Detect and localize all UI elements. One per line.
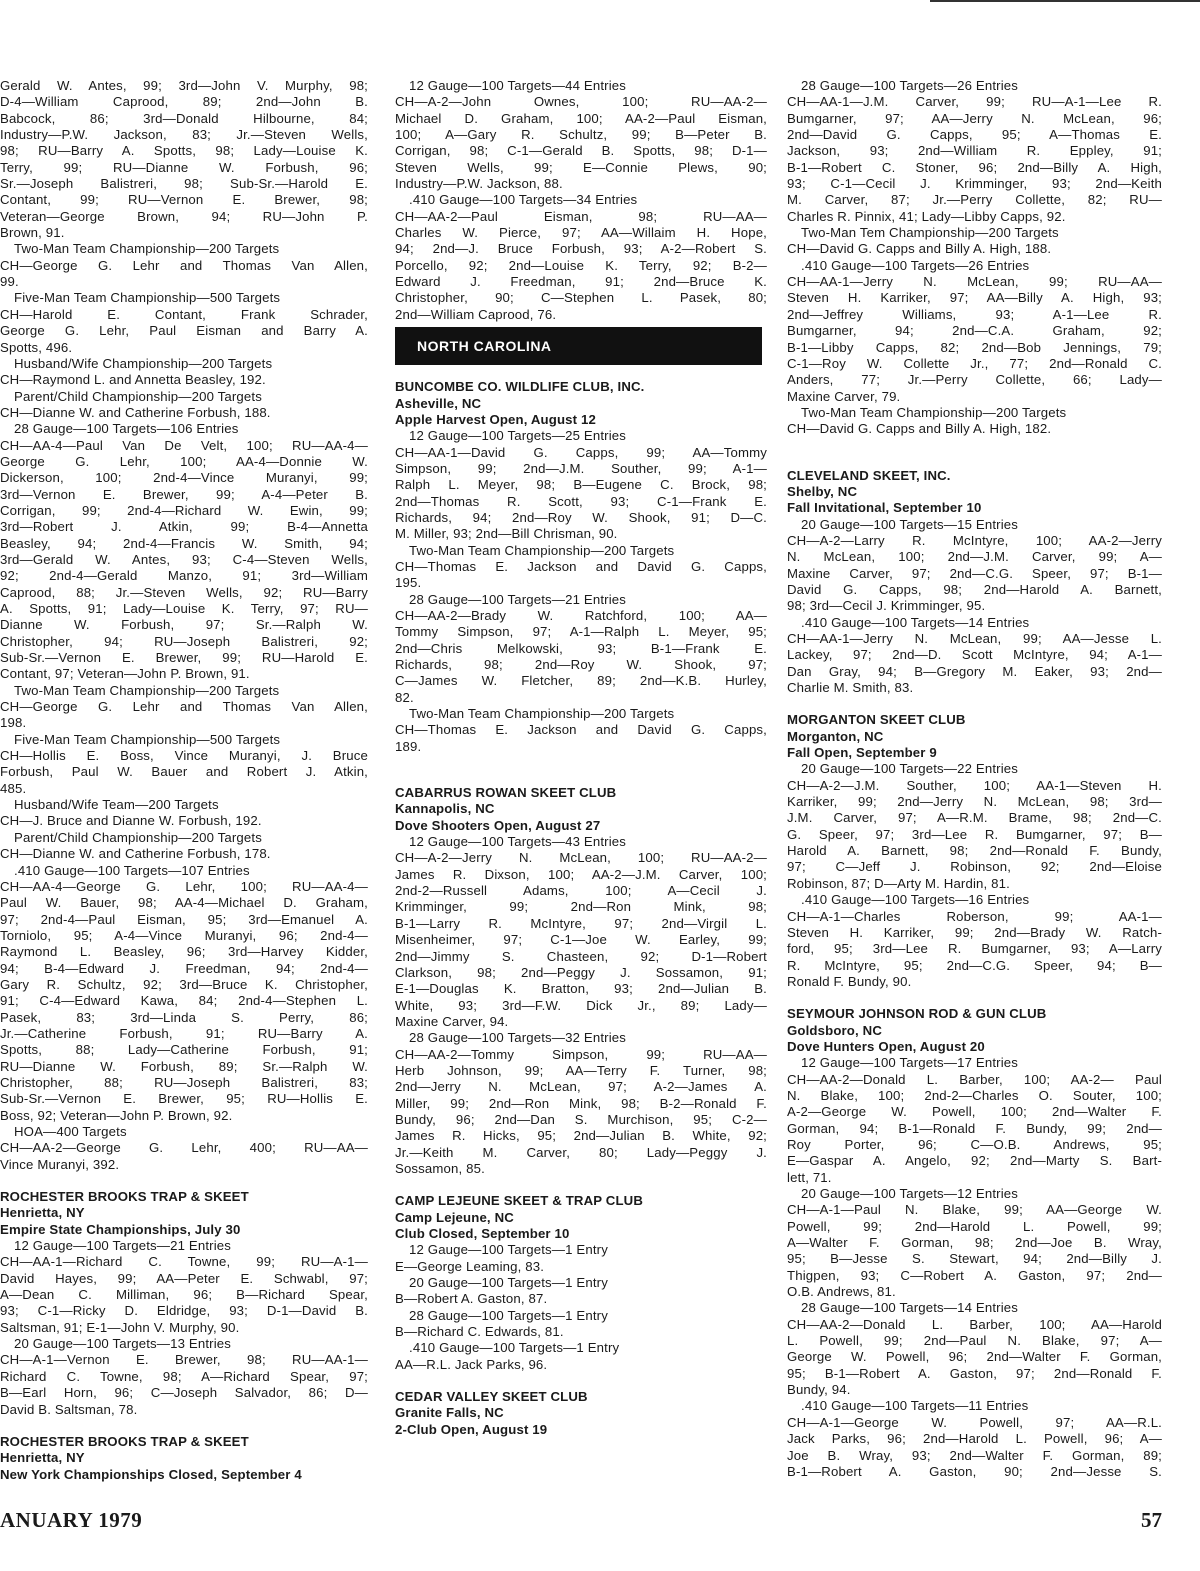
event-heading-line: Two-Man Team Championship—200 Targets — [409, 706, 675, 722]
column-2 — [395, 78, 767, 1508]
result-text-line: B—Robert A. Gaston, 87. — [395, 1291, 548, 1307]
event-heading-line: HOA—400 Targets — [14, 1124, 127, 1139]
result-text-line: E-1—Douglas K. Bratton, 93; 2nd—Julian B. — [395, 981, 767, 997]
result-text-line: David B. Saltsman, 78. — [0, 1401, 138, 1417]
result-text-line: CH—A-2—J.M. Souther, 100; AA-1—Steven H. — [787, 777, 1162, 793]
spacer — [395, 1373, 767, 1389]
event-heading-line: .410 Gauge—100 Targets—34 Entries — [409, 192, 638, 208]
result-text-line: Pasek, 83; 3rd—Linda S. Perry, 86; — [0, 1009, 368, 1025]
result-text-line: Raymond L. Beasley, 96; 3rd—Harvey Kidder, — [0, 944, 368, 960]
club-heading-line: New York Championships Closed, September 4 — [0, 1466, 302, 1482]
result-text-line: Charles R. Pinnix, 41; Lady—Libby Capps, 92. — [787, 208, 1066, 224]
result-text-line: CH—AA-1—Jerry N. McLean, 99; AA—Jesse L. — [787, 631, 1162, 646]
result-text-line: Terry, 99; RU—Dianne W. Forbush, 96; — [0, 159, 368, 175]
result-text-line: Maxine Carver, 94. — [395, 1013, 509, 1029]
result-text-line: Spotts, 88; Lady—Catherine Forbush, 91; — [0, 1042, 368, 1058]
result-text-line: CH—AA-1—Richard C. Towne, 99; RU—A-1— — [0, 1254, 368, 1270]
result-text-line: CH—AA-2—Tommy Simpson, 99; RU—AA— — [395, 1046, 767, 1062]
result-text-line: Christopher, 94; RU—Joseph Balistreri, 92; — [0, 633, 368, 649]
spacer — [787, 696, 1162, 712]
club-heading-line: Empire State Championships, July 30 — [0, 1221, 241, 1237]
club-heading-line: Club Closed, September 10 — [395, 1226, 570, 1241]
result-text-line: CH—AA-2—George G. Lehr, 400; RU—AA— — [0, 1140, 368, 1156]
result-text-line: 3rd—Vernon E. Brewer, 99; A-4—Peter B. — [0, 486, 368, 502]
result-text-line: Harold A. Barnett, 98; 2nd—Ronald F. Bundy, — [787, 843, 1162, 859]
issue-date: ANUARY 1979 — [0, 1508, 143, 1532]
event-heading-line: 28 Gauge—100 Targets—32 Entries — [409, 1030, 627, 1046]
event-heading-line: 20 Gauge—100 Targets—1 Entry — [409, 1275, 608, 1291]
club-heading-line: CEDAR VALLEY SKEET CLUB — [395, 1389, 588, 1405]
result-text-line: Gerald W. Antes, 99; 3rd—John V. Murphy, 98; — [0, 78, 368, 93]
result-text-line: M. Carver, 87; Jr.—Perry Collette, 82; RU— — [787, 192, 1162, 208]
result-text-line: Torniolo, 95; A-4—Vince Muranyi, 96; 2nd-4— — [0, 927, 368, 943]
result-text-line: CH—A-1—Paul N. Blake, 99; AA—George W. — [787, 1202, 1162, 1218]
result-text-line: AA—R.L. Jack Parks, 96. — [395, 1356, 548, 1372]
result-text-line: 97; C—Jeff J. Robinson, 92; 2nd—Eloise — [787, 859, 1162, 875]
event-heading-line: 12 Gauge—100 Targets—1 Entry — [409, 1242, 608, 1258]
result-text-line: Corrigan, 99; 2nd-4—Richard W. Ewin, 99; — [0, 502, 368, 518]
result-text-line: CH—David G. Capps and Billy A. High, 182. — [787, 421, 1052, 437]
result-text-line: Maxine Carver, 97; 2nd—C.G. Speer, 97; B-1— — [787, 565, 1162, 581]
result-text-line: ford, 95; 3rd—Lee R. Bumgarner, 93; A—Larry — [787, 941, 1162, 957]
result-text-line: Ronald F. Bundy, 90. — [787, 973, 912, 989]
result-text-line: Jackson, 93; 2nd—William R. Eppley, 91; — [787, 143, 1162, 159]
result-text-line: Richards, 98; 2nd—Roy W. Shook, 97; — [395, 657, 767, 672]
result-text-line: B-1—Larry R. McIntyre, 97; 2nd—Virgil L. — [395, 915, 767, 931]
result-text-line: 189. — [395, 738, 422, 754]
result-text-line: David Hayes, 99; AA—Peter E. Schwabl, 97; — [0, 1270, 368, 1286]
event-heading-line: .410 Gauge—100 Targets—14 Entries — [801, 614, 1030, 630]
result-text-line: Sub-Sr.—Vernon E. Brewer, 95; RU—Hollis E. — [0, 1091, 368, 1107]
result-text-line: CH—A-2—John Ownes, 100; RU—AA-2— — [395, 94, 767, 110]
event-heading-line: Parent/Child Championship—200 Targets — [14, 388, 262, 404]
club-heading-line: Camp Lejeune, NC — [395, 1209, 514, 1225]
event-heading-line: 28 Gauge—100 Targets—106 Entries — [14, 421, 239, 437]
result-text-line: J.M. Carver, 97; A—R.M. Brame, 98; 2nd—C. — [787, 810, 1162, 826]
event-heading-line: 12 Gauge—100 Targets—44 Entries — [409, 78, 627, 93]
club-heading-line: CLEVELAND SKEET, INC. — [787, 467, 951, 483]
result-text-line: Corrigan, 98; C-1—Gerald B. Spotts, 98; D-1— — [395, 143, 767, 159]
column-1 — [0, 78, 368, 1508]
result-text-line: lett, 71. — [787, 1169, 832, 1185]
result-text-line: Forbush, Paul W. Bauer and Robert J. Atkin, — [0, 764, 368, 780]
club-heading-line: Fall Invitational, September 10 — [787, 500, 982, 516]
result-text-line: Babcock, 86; 3rd—Donald Hilbourne, 84; — [0, 110, 368, 126]
column-3 — [787, 78, 1162, 1508]
result-text-line: E—George Leaming, 83. — [395, 1258, 545, 1274]
result-text-line: Bumgarner, 97; AA—Jerry N. McLean, 96; — [787, 110, 1162, 126]
result-text-line: CH—AA-4—George G. Lehr, 100; RU—AA-4— — [0, 878, 368, 894]
result-text-line: Bumgarner, 94; 2nd—C.A. Graham, 92; — [787, 323, 1162, 339]
club-heading-line: Asheville, NC — [395, 395, 482, 411]
result-text-line: 94; B-4—Edward J. Freedman, 94; 2nd-4— — [0, 960, 368, 976]
event-heading-line: 20 Gauge—100 Targets—13 Entries — [14, 1336, 232, 1352]
result-text-line: G. Speer, 97; 3rd—Lee R. Bumgarner, 97; B— — [787, 826, 1162, 842]
result-text-line: A—Walter F. Gorman, 98; 2nd—Joe B. Wray, — [787, 1235, 1162, 1251]
result-text-line: 2nd—Thomas R. Scott, 93; C-1—Frank E. — [395, 493, 767, 509]
result-text-line: CH—Dianne W. and Catherine Forbush, 178. — [0, 846, 271, 862]
result-text-line: Michael D. Graham, 100; AA-2—Paul Eisman, — [395, 110, 767, 126]
club-heading-line: Dove Shooters Open, August 27 — [395, 817, 601, 833]
spacer — [395, 755, 767, 785]
event-heading-line: 20 Gauge—100 Targets—15 Entries — [801, 516, 1019, 532]
result-text-line: Paul W. Bauer, 98; AA-4—Michael D. Graham, — [0, 895, 368, 911]
result-text-line: Sr.—Joseph Balistreri, 98; Sub-Sr.—Harold E. — [0, 176, 368, 192]
event-heading-line: .410 Gauge—100 Targets—26 Entries — [801, 257, 1030, 273]
result-text-line: CH—AA-2—Donald L. Barber, 100; AA—Harold — [787, 1316, 1162, 1332]
result-text-line: Contant, 97; Veteran—John P. Brown, 91. — [0, 666, 250, 682]
event-heading-line: Five-Man Team Championship—500 Targets — [14, 731, 281, 747]
result-text-line: 2nd—Jimmy S. Chasteen, 92; D-1—Robert — [395, 948, 767, 964]
result-text-line: 3rd—Gerald W. Antes, 93; C-4—Steven Wells, — [0, 551, 368, 567]
club-heading-line: Shelby, NC — [787, 483, 858, 499]
event-heading-line: 20 Gauge—100 Targets—22 Entries — [801, 761, 1019, 777]
result-text-line: CH—Dianne W. and Catherine Forbush, 188. — [0, 404, 271, 420]
result-text-line: George G. Lehr, Paul Eisman and Barry A. — [0, 323, 368, 339]
result-text-line: B-1—Robert C. Stoner, 96; 2nd—Billy A. High, — [787, 159, 1162, 175]
result-text-line: CH—George G. Lehr and Thomas Van Allen, — [0, 257, 368, 273]
result-text-line: Robinson, 87; D—Arty M. Hardin, 81. — [787, 875, 1010, 891]
result-text-line: Steven H. Karriker, 99; 2nd—Brady W. Ratch- — [787, 924, 1162, 940]
result-text-line: Industry—P.W. Jackson, 88. — [395, 176, 563, 192]
event-heading-line: 28 Gauge—100 Targets—21 Entries — [409, 591, 627, 607]
spacer — [787, 438, 1162, 468]
event-heading-line: Husband/Wife Team—200 Targets — [14, 797, 219, 813]
result-text-line: David G. Capps, 98; 2nd—Harold A. Barnett, — [787, 581, 1162, 597]
result-text-line: R. McIntyre, 95; 2nd—C.G. Speer, 94; B— — [787, 957, 1162, 973]
result-text-line: CH—AA-2—Paul Eisman, 98; RU—AA— — [395, 208, 767, 224]
result-text-line: 93; C-1—Cecil J. Krimminger, 93; 2nd—Keith — [787, 176, 1162, 192]
event-heading-line: .410 Gauge—100 Targets—107 Entries — [14, 862, 250, 878]
club-heading-line: Apple Harvest Open, August 12 — [395, 411, 596, 427]
result-text-line: James R. Dixson, 100; AA-2—J.M. Carver, 100; — [395, 866, 767, 882]
result-text-line: Jr.—Catherine Forbush, 91; RU—Barry A. — [0, 1025, 368, 1041]
state-banner: NORTH CAROLINA — [395, 327, 762, 365]
result-text-line: Christopher, 90; C—Stephen L. Pasek, 80; — [395, 290, 767, 306]
result-text-line: CH—A-2—Jerry N. McLean, 100; RU—AA-2— — [395, 850, 767, 866]
result-text-line: Christopher, 88; RU—Joseph Balistreri, 83; — [0, 1074, 368, 1090]
result-text-line: 95; B—Jesse S. Stewart, 94; 2nd—Billy J. — [787, 1251, 1162, 1267]
top-rule — [930, 0, 1200, 2]
result-text-line: CH—AA-2—Donald L. Barber, 100; AA-2— Paul — [787, 1071, 1162, 1087]
event-heading-line: Two-Man Team Championship—200 Targets — [409, 542, 675, 558]
result-text-line: 98; 3rd—Cecil J. Krimminger, 95. — [787, 598, 986, 614]
result-text-line: CH—A-2—Larry R. McIntyre, 100; AA-2—Jerry — [787, 532, 1162, 548]
event-heading-line: 12 Gauge—100 Targets—17 Entries — [801, 1055, 1019, 1071]
result-text-line: B-1—Libby Capps, 82; 2nd—Bob Jennings, 79; — [787, 339, 1162, 355]
result-text-line: Porcello, 92; 2nd—Louise K. Terry, 92; B-2— — [395, 257, 767, 273]
result-text-line: 2nd—William Caprood, 76. — [395, 306, 557, 322]
result-text-line: 2nd—Jeffrey Williams, 93; A-1—Lee R. — [787, 306, 1162, 322]
result-text-line: George G. Lehr, 100; AA-4—Donnie W. — [0, 453, 368, 469]
event-heading-line: .410 Gauge—100 Targets—16 Entries — [801, 892, 1030, 908]
result-text-line: 82. — [395, 689, 414, 705]
club-heading-line: ROCHESTER BROOKS TRAP & SKEET — [0, 1189, 249, 1205]
result-text-line: CH—Thomas E. Jackson and David G. Capps, — [395, 558, 767, 574]
event-heading-line: 12 Gauge—100 Targets—43 Entries — [409, 834, 627, 850]
result-text-line: Veteran—George Brown, 94; RU—John P. — [0, 208, 368, 224]
result-text-line: M. Miller, 93; 2nd—Bill Chrisman, 90. — [395, 526, 618, 542]
result-text-line: CH—AA-4—Paul Van De Velt, 100; RU—AA-4— — [0, 437, 368, 453]
result-text-line: D-4—William Caprood, 89; 2nd—John B. — [0, 94, 368, 110]
result-text-line: 2nd—Jerry N. McLean, 97; A-2—James A. — [395, 1079, 767, 1095]
result-text-line: B—Earl Horn, 96; C—Joseph Salvador, 86; D— — [0, 1385, 368, 1401]
result-text-line: CH—Hollis E. Boss, Vince Muranyi, J. Bruce — [0, 748, 368, 764]
result-text-line: 92; 2nd-4—Gerald Manzo, 91; 3rd—William — [0, 568, 368, 584]
club-heading-line: ROCHESTER BROOKS TRAP & SKEET — [0, 1433, 249, 1449]
club-heading-line: Goldsboro, NC — [787, 1022, 882, 1038]
event-heading-line: .410 Gauge—100 Targets—1 Entry — [409, 1340, 620, 1356]
result-text-line: CH—AA-2—Brady W. Ratchford, 100; AA— — [395, 607, 767, 623]
result-text-line: James R. Hicks, 95; 2nd—Julian B. White, 92; — [395, 1128, 767, 1144]
result-text-line: Lackey, 97; 2nd—D. Scott McIntyre, 94; A-1— — [787, 647, 1162, 663]
result-text-line: 2nd—Chris Melkowski, 93; B-1—Frank E. — [395, 640, 767, 656]
club-heading-line: Morganton, NC — [787, 728, 884, 744]
result-text-line: A—Dean C. Milliman, 96; B—Richard Spear, — [0, 1287, 368, 1303]
result-text-line: 98; RU—Barry A. Spotts, 98; Lady—Louise K. — [0, 143, 368, 159]
result-text-line: A. Spotts, 91; Lady—Louise K. Terry, 97; RU— — [0, 601, 368, 616]
result-text-line: RU—Dianne W. Forbush, 89; Sr.—Ralph W. — [0, 1058, 368, 1074]
result-text-line: Krimminger, 99; 2nd—Ron Mink, 98; — [395, 899, 767, 915]
result-text-line: E—Gaspar A. Angelo, 92; 2nd—Marty S. Bart- — [787, 1153, 1162, 1169]
result-text-line: Sub-Sr.—Vernon E. Brewer, 99; RU—Harold E. — [0, 650, 368, 666]
event-heading-line: .410 Gauge—100 Targets—11 Entries — [801, 1398, 1029, 1414]
result-text-line: C—James W. Fletcher, 89; 2nd—K.B. Hurley, — [395, 673, 767, 689]
club-heading-line: SEYMOUR JOHNSON ROD & GUN CLUB — [787, 1006, 1047, 1022]
result-text-line: George W. Powell, 96; 2nd—Walter F. Gorman, — [787, 1349, 1162, 1365]
event-heading-line: 28 Gauge—100 Targets—1 Entry — [409, 1307, 608, 1323]
result-text-line: Bundy, 96; 2nd—Dan S. Murchison, 95; C-2— — [395, 1111, 767, 1127]
result-text-line: C-1—Roy W. Collette Jr., 77; 2nd—Ronald C. — [787, 355, 1162, 371]
result-text-line: B-1—Robert A. Gaston, 90; 2nd—Jesse S. — [787, 1463, 1162, 1479]
result-text-line: Misenheimer, 97; C-1—Joe W. Earley, 99; — [395, 932, 767, 948]
result-text-line: N. McLean, 100; 2nd—J.M. Carver, 99; A— — [787, 549, 1162, 565]
result-text-line: 100; A—Gary R. Schultz, 99; B—Peter B. — [395, 127, 767, 143]
result-text-line: Clarkson, 98; 2nd—Peggy J. Sossamon, 91; — [395, 964, 767, 980]
result-text-line: 2nd—David G. Capps, 95; A—Thomas E. — [787, 127, 1162, 143]
result-text-line: 99. — [0, 274, 19, 290]
event-heading-line: 20 Gauge—100 Targets—12 Entries — [801, 1186, 1019, 1201]
result-text-line: CH—A-1—George W. Powell, 97; AA—R.L. — [787, 1414, 1162, 1430]
result-text-line: Powell, 99; 2nd—Harold L. Powell, 99; — [787, 1218, 1162, 1234]
result-text-line: O.B. Andrews, 81. — [787, 1284, 896, 1300]
result-text-line: 93; C-1—Ricky D. Eldridge, 93; D-1—David B. — [0, 1303, 368, 1319]
result-text-line: Spotts, 496. — [0, 339, 73, 355]
result-text-line: Miller, 99; 2nd—Ron Mink, 98; B-2—Ronald F. — [395, 1095, 767, 1111]
result-text-line: Charlie M. Smith, 83. — [787, 680, 914, 696]
result-text-line: CH—David G. Capps and Billy A. High, 188. — [787, 241, 1052, 257]
result-text-line: CH—J. Bruce and Dianne W. Forbush, 192. — [0, 813, 262, 829]
result-text-line: 3rd—Robert J. Atkin, 99; B-4—Annetta — [0, 519, 368, 535]
event-heading-line: Two-Man Tem Championship—200 Targets — [801, 225, 1059, 241]
club-heading-line: Henrietta, NY — [0, 1450, 85, 1466]
result-text-line: CH—A-1—Vernon E. Brewer, 98; RU—AA-1— — [0, 1352, 368, 1368]
club-heading-line: CABARRUS ROWAN SKEET CLUB — [395, 785, 617, 801]
event-heading-line: Husband/Wife Championship—200 Targets — [14, 355, 273, 371]
spacer — [787, 990, 1162, 1006]
result-text-line: Charles W. Pierce, 97; AA—Willaim H. Hope, — [395, 225, 767, 241]
result-text-line: Richard C. Towne, 98; A—Richard Spear, 97; — [0, 1368, 368, 1384]
result-text-line: N. Blake, 100; 2nd-2—Charles O. Souter, 100; — [787, 1087, 1162, 1103]
result-text-line: Dan Gray, 94; B—Gregory M. Eaker, 93; 2nd— — [787, 663, 1162, 679]
result-text-line: Thigpen, 93; C—Robert A. Gaston, 97; 2nd— — [787, 1267, 1162, 1283]
club-heading-line: Henrietta, NY — [0, 1205, 85, 1221]
result-text-line: Joe B. Wray, 93; 2nd—Walter F. Gorman, 89; — [787, 1447, 1162, 1463]
result-text-line: Steven H. Karriker, 97; AA—Billy A. High, 93; — [787, 290, 1162, 306]
club-heading-line: Fall Open, September 9 — [787, 745, 937, 761]
result-text-line: Steven Wells, 99; E—Connie Plews, 90; — [395, 159, 767, 175]
result-text-line: Jack Parks, 96; 2nd—Harold L. Powell, 96; A— — [787, 1431, 1162, 1447]
club-heading-line: BUNCOMBE CO. WILDLIFE CLUB, INC. — [395, 379, 645, 395]
result-text-line: CH—AA-1—J.M. Carver, 99; RU—A-1—Lee R. — [787, 94, 1162, 110]
event-heading-line: 12 Gauge—100 Targets—21 Entries — [14, 1238, 232, 1254]
spacer — [0, 1418, 368, 1434]
result-text-line: Karriker, 99; 2nd—Jerry N. McLean, 98; 3rd— — [787, 794, 1162, 810]
result-text-line: 95; B-1—Robert A. Gaston, 97; 2nd—Ronald F. — [787, 1365, 1162, 1381]
result-text-line: CH—A-1—Charles Roberson, 99; AA-1— — [787, 908, 1162, 924]
result-text-line: Ralph L. Meyer, 98; B—Eugene C. Brock, 98; — [395, 477, 767, 493]
result-text-line: 485. — [0, 780, 27, 796]
result-text-line: Saltsman, 91; E-1—John V. Murphy, 90. — [0, 1319, 240, 1335]
result-text-line: Edward J. Freedman, 91; 2nd—Bruce K. — [395, 274, 767, 290]
event-heading-line: Two-Man Team Championship—200 Targets — [14, 682, 280, 698]
result-text-line: CH—Harold E. Contant, Frank Schrader, — [0, 306, 368, 322]
result-text-line: 195. — [395, 575, 422, 591]
result-text-line: Richards, 94; 2nd—Roy W. Shook, 91; D—C. — [395, 509, 767, 525]
result-text-line: Caprood, 88; Jr.—Steven Wells, 92; RU—Barry — [0, 584, 368, 600]
event-heading-line: 28 Gauge—100 Targets—14 Entries — [801, 1300, 1019, 1316]
result-text-line: CH—AA-1—Jerry N. McLean, 99; RU—AA— — [787, 274, 1162, 290]
result-text-line: Industry—P.W. Jackson, 83; Jr.—Steven Wells, — [0, 127, 368, 143]
club-heading-line: Kannapolis, NC — [395, 801, 495, 817]
result-text-line: CH—Thomas E. Jackson and David G. Capps, — [395, 722, 767, 738]
result-text-line: Simpson, 99; 2nd—J.M. Souther, 99; A-1— — [395, 460, 767, 476]
result-text-line: Sossamon, 85. — [395, 1160, 485, 1176]
result-text-line: Brown, 91. — [0, 225, 65, 241]
club-heading-line: CAMP LEJEUNE SKEET & TRAP CLUB — [395, 1193, 644, 1209]
result-text-line: 198. — [0, 715, 27, 731]
result-text-line: CH—Raymond L. and Annetta Beasley, 192. — [0, 372, 266, 388]
result-text-line: A-2—George W. Powell, 100; 2nd—Walter F. — [787, 1104, 1162, 1120]
result-text-line: Anders, 77; Jr.—Perry Collette, 66; Lady— — [787, 372, 1162, 388]
result-text-line: 97; 2nd-4—Paul Eisman, 95; 3rd—Emanuel A. — [0, 911, 368, 927]
result-text-line: Contant, 99; RU—Vernon E. Brewer, 98; — [0, 192, 368, 208]
result-text-line: 94; 2nd—J. Bruce Forbush, 93; A-2—Robert S. — [395, 241, 767, 257]
result-text-line: CH—George G. Lehr and Thomas Van Allen, — [0, 699, 368, 715]
result-text-line: 91; C-4—Edward Kawa, 84; 2nd-4—Stephen L. — [0, 993, 368, 1009]
result-text-line: L. Powell, 99; 2nd—Paul N. Blake, 97; A— — [787, 1333, 1162, 1349]
event-heading-line: Two-Man Team Championship—200 Targets — [801, 404, 1067, 420]
result-text-line: Jr.—Keith M. Carver, 80; Lady—Peggy J. — [395, 1144, 767, 1160]
result-text-line: Dickerson, 100; 2nd-4—Vince Muranyi, 99; — [0, 470, 368, 486]
result-text-line: Gary R. Schultz, 92; 3rd—Bruce K. Christopher, — [0, 976, 368, 992]
result-text-line: White, 93; 3rd—F.W. Dick Jr., 89; Lady— — [395, 997, 767, 1013]
result-text-line: Roy Porter, 96; C—O.B. Andrews, 95; — [787, 1136, 1162, 1152]
spacer — [0, 1173, 368, 1189]
result-text-line: B—Richard C. Edwards, 81. — [395, 1324, 564, 1340]
club-heading-line: Dove Hunters Open, August 20 — [787, 1038, 985, 1054]
page-number: 57 — [1141, 1508, 1162, 1532]
event-heading-line: Two-Man Team Championship—200 Targets — [14, 241, 280, 257]
result-text-line: Maxine Carver, 79. — [787, 388, 901, 404]
result-text-line: Vince Muranyi, 392. — [0, 1156, 120, 1172]
result-text-line: 2nd-2—Russell Adams, 100; A—Cecil J. — [395, 883, 767, 899]
club-heading-line: MORGANTON SKEET CLUB — [787, 712, 966, 728]
result-text-line: Herb Johnson, 99; AA—Terry F. Turner, 98; — [395, 1062, 767, 1078]
result-text-line: Beasley, 94; 2nd-4—Francis W. Smith, 94; — [0, 535, 368, 551]
result-text-line: Boss, 92; Veteran—John P. Brown, 92. — [0, 1107, 233, 1123]
result-text-line: Dianne W. Forbush, 97; Sr.—Ralph W. — [0, 617, 368, 633]
result-text-line: Tommy Simpson, 97; A-1—Ralph L. Meyer, 95; — [395, 624, 767, 640]
club-heading-line: Granite Falls, NC — [395, 1405, 504, 1421]
event-heading-line: 28 Gauge—100 Targets—26 Entries — [801, 78, 1019, 93]
event-heading-line: Five-Man Team Championship—500 Targets — [14, 290, 281, 306]
club-heading-line: 2-Club Open, August 19 — [395, 1421, 548, 1437]
result-text-line: Bundy, 94. — [787, 1382, 851, 1398]
event-heading-line: Parent/Child Championship—200 Targets — [14, 829, 262, 845]
event-heading-line: 12 Gauge—100 Targets—25 Entries — [409, 428, 627, 444]
result-text-line: Gorman, 94; B-1—Ronald F. Bundy, 99; 2nd— — [787, 1120, 1162, 1136]
spacer — [395, 1177, 767, 1193]
result-text-line: CH—AA-1—David G. Capps, 99; AA—Tommy — [395, 444, 767, 460]
